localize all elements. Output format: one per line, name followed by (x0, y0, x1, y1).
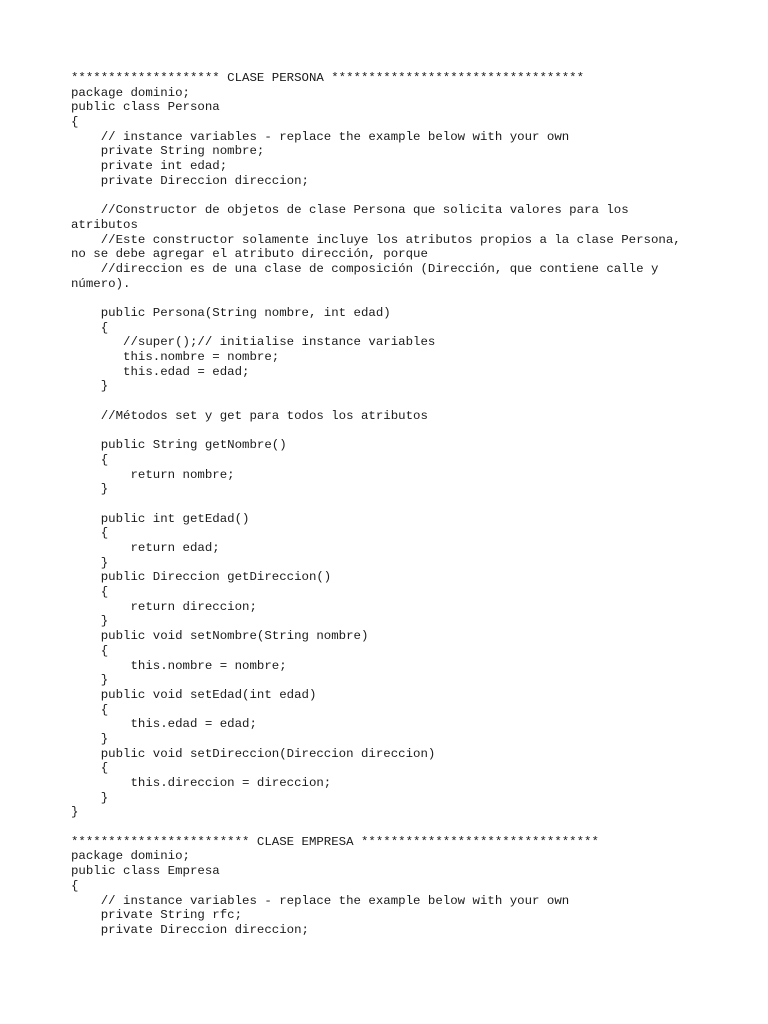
blank-line (71, 424, 751, 439)
code-line: this.nombre = nombre; (71, 350, 280, 365)
code-line: { (71, 452, 109, 467)
code-line: public Direccion getDireccion() (71, 570, 332, 585)
code-line: { (71, 878, 79, 893)
code-line: package dominio; (71, 849, 190, 864)
code-line: private Direccion direccion; (71, 173, 309, 188)
code-line: } (71, 805, 79, 820)
code-line: package dominio; (71, 85, 190, 100)
code-line: private int edad; (71, 159, 228, 174)
code-line: public class Persona (71, 100, 220, 115)
code-line: //direccion es de una clase de composición (Dirección, que contiene calle y (71, 261, 659, 276)
code-line: public void setDireccion(Direccion direccion) (71, 746, 436, 761)
code-line: this.nombre = nombre; (71, 658, 287, 673)
code-line: this.edad = edad; (71, 364, 250, 379)
code-line: private String nombre; (71, 144, 265, 159)
code-line: no se debe agregar el atributo dirección, porque (71, 247, 428, 262)
code-line: public Persona(String nombre, int edad) (71, 306, 391, 320)
code-line: { (71, 526, 109, 541)
code-line: } (71, 673, 109, 688)
code-line: public int getEdad() (71, 511, 250, 526)
code-line: { (71, 643, 109, 658)
document-page (71, 71, 751, 938)
code-line: // instance variables - replace the example below with your own (71, 893, 570, 908)
code-line: return edad; (71, 541, 220, 555)
code-line: public void setNombre(String nombre) (71, 629, 369, 644)
code-line: { (71, 761, 109, 776)
code-line: public void setEdad(int edad) (71, 687, 317, 702)
code-line: public String getNombre() (71, 438, 287, 453)
code-line: ******************** CLASE PERSONA ********************************** (71, 71, 585, 85)
code-line: return nombre; (71, 467, 235, 482)
code-line: private String rfc; (71, 908, 243, 923)
code-line: this.edad = edad; (71, 717, 257, 732)
blank-line (71, 820, 751, 835)
code-line: ************************ CLASE EMPRESA ******************************** (71, 834, 599, 849)
code-line: //Este constructor solamente incluye los atributos propios a la clase Persona, (71, 232, 681, 247)
blank-line (71, 394, 751, 409)
code-line: //super();// initialise instance variables (71, 335, 436, 350)
code-line: public class Empresa (71, 864, 220, 879)
code-line: private Direccion direccion; (71, 922, 309, 937)
code-line: } (71, 731, 109, 746)
code-line: número). (71, 276, 131, 291)
code-line: } (71, 555, 109, 570)
code-line: //Constructor de objetos de clase Persona que solicita valores para los (71, 203, 629, 218)
code-line: } (71, 379, 109, 394)
code-line: } (71, 614, 109, 629)
code-line: } (71, 482, 109, 497)
code-line: this.direccion = direccion; (71, 776, 332, 790)
code-line: { (71, 702, 109, 717)
code-line: } (71, 790, 109, 805)
blank-line (71, 497, 751, 512)
code-line: // instance variables - replace the example below with your own (71, 129, 570, 144)
blank-line (71, 189, 751, 204)
code-line: { (71, 585, 109, 600)
blank-line (71, 291, 751, 306)
code-line: atributos (71, 217, 138, 232)
code-line: { (71, 115, 79, 130)
code-line: { (71, 320, 109, 335)
code-line: return direccion; (71, 599, 257, 614)
code-line: //Métodos set y get para todos los atributos (71, 408, 428, 423)
